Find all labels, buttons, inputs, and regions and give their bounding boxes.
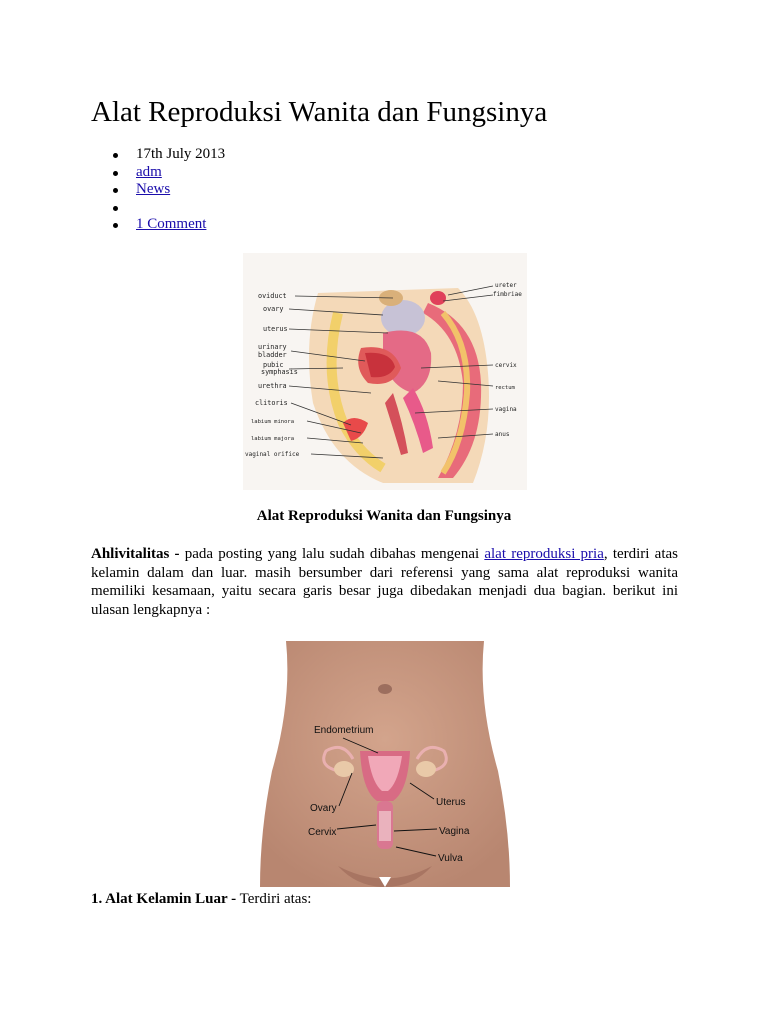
meta-author — [91, 164, 225, 182]
post-date: 17th July 2013 — [136, 146, 226, 162]
anatomy-diagram-frontal — [248, 641, 522, 887]
fig1-label-symphasis: symphasis — [261, 368, 298, 376]
fig2-label-ovary: Ovary — [310, 803, 337, 814]
meta-empty — [91, 199, 225, 217]
figure-caption: Alat Reproduksi Wanita dan Fungsinya — [256, 508, 512, 524]
fig2-label-uterus: Uterus — [436, 797, 466, 808]
fig2-label-vulva: Vulva — [438, 853, 463, 864]
fig1-label-rectum: rectum — [495, 385, 515, 391]
fig1-label-labium-minora: labium minora — [251, 419, 295, 425]
section-heading-1 — [91, 891, 311, 908]
meta-comments — [91, 216, 225, 234]
category-link[interactable]: News — [136, 181, 171, 197]
page-title: Alat Reproduksi Wanita dan Fungsinya — [91, 96, 548, 128]
fig1-label-cervix: cervix — [495, 362, 517, 369]
comments-link[interactable]: 1 Comment — [136, 216, 207, 232]
fig1-label-oviduct: oviduct — [258, 292, 287, 300]
fig1-label-uterus: uterus — [263, 325, 288, 333]
male-reproduction-link[interactable]: alat reproduksi pria — [484, 546, 604, 562]
fig1-label-anus: anus — [495, 431, 510, 438]
fig2-label-cervix: Cervix — [308, 827, 337, 838]
intro-paragraph — [91, 545, 678, 619]
fig1-label-fimbriae: fimbriae — [493, 291, 522, 298]
section-heading-text: Terdiri atas: — [236, 891, 312, 907]
intro-text-1: pada posting yang lalu sudah dibahas mengenai — [179, 546, 485, 562]
fig1-label-labium-majora: labium majora — [251, 436, 295, 442]
post-meta-list — [91, 146, 225, 234]
fig1-label-ureter: ureter — [495, 282, 517, 289]
fig1-label-clitoris: clitoris — [255, 399, 288, 407]
fig1-label-urethra: urethra — [258, 382, 287, 390]
fig1-label-ovary: ovary — [263, 305, 284, 313]
fig1-label-pubic: pubic — [263, 361, 284, 369]
fig1-label-bladder: bladder — [258, 351, 287, 359]
intro-lead: Ahlivitalitas - — [91, 546, 180, 562]
anatomy-diagram-sagittal — [243, 253, 527, 490]
fig1-label-vagina: vagina — [495, 406, 517, 413]
meta-date — [91, 146, 225, 164]
fig2-label-vagina: Vagina — [439, 826, 470, 837]
meta-category — [91, 181, 225, 199]
fig2-label-endometrium: Endometrium — [314, 725, 374, 736]
fig1-label-urinary: urinary — [258, 343, 287, 351]
intro-text-2: , terdiri atas kelamin dalam dan luar. masih bersumber dari referensi yang sama alat reproduksi wanita memiliki kesamaan, yaitu secara garis besar juga dibedakan menjadi dua bagian. berikut ini ulasan lengkapnya : — [91, 546, 678, 618]
section-heading-bold: 1. Alat Kelamin Luar - — [91, 891, 237, 907]
author-link[interactable]: adm — [136, 163, 162, 180]
fig1-label-vaginal-orifice: vaginal orifice — [245, 451, 300, 458]
